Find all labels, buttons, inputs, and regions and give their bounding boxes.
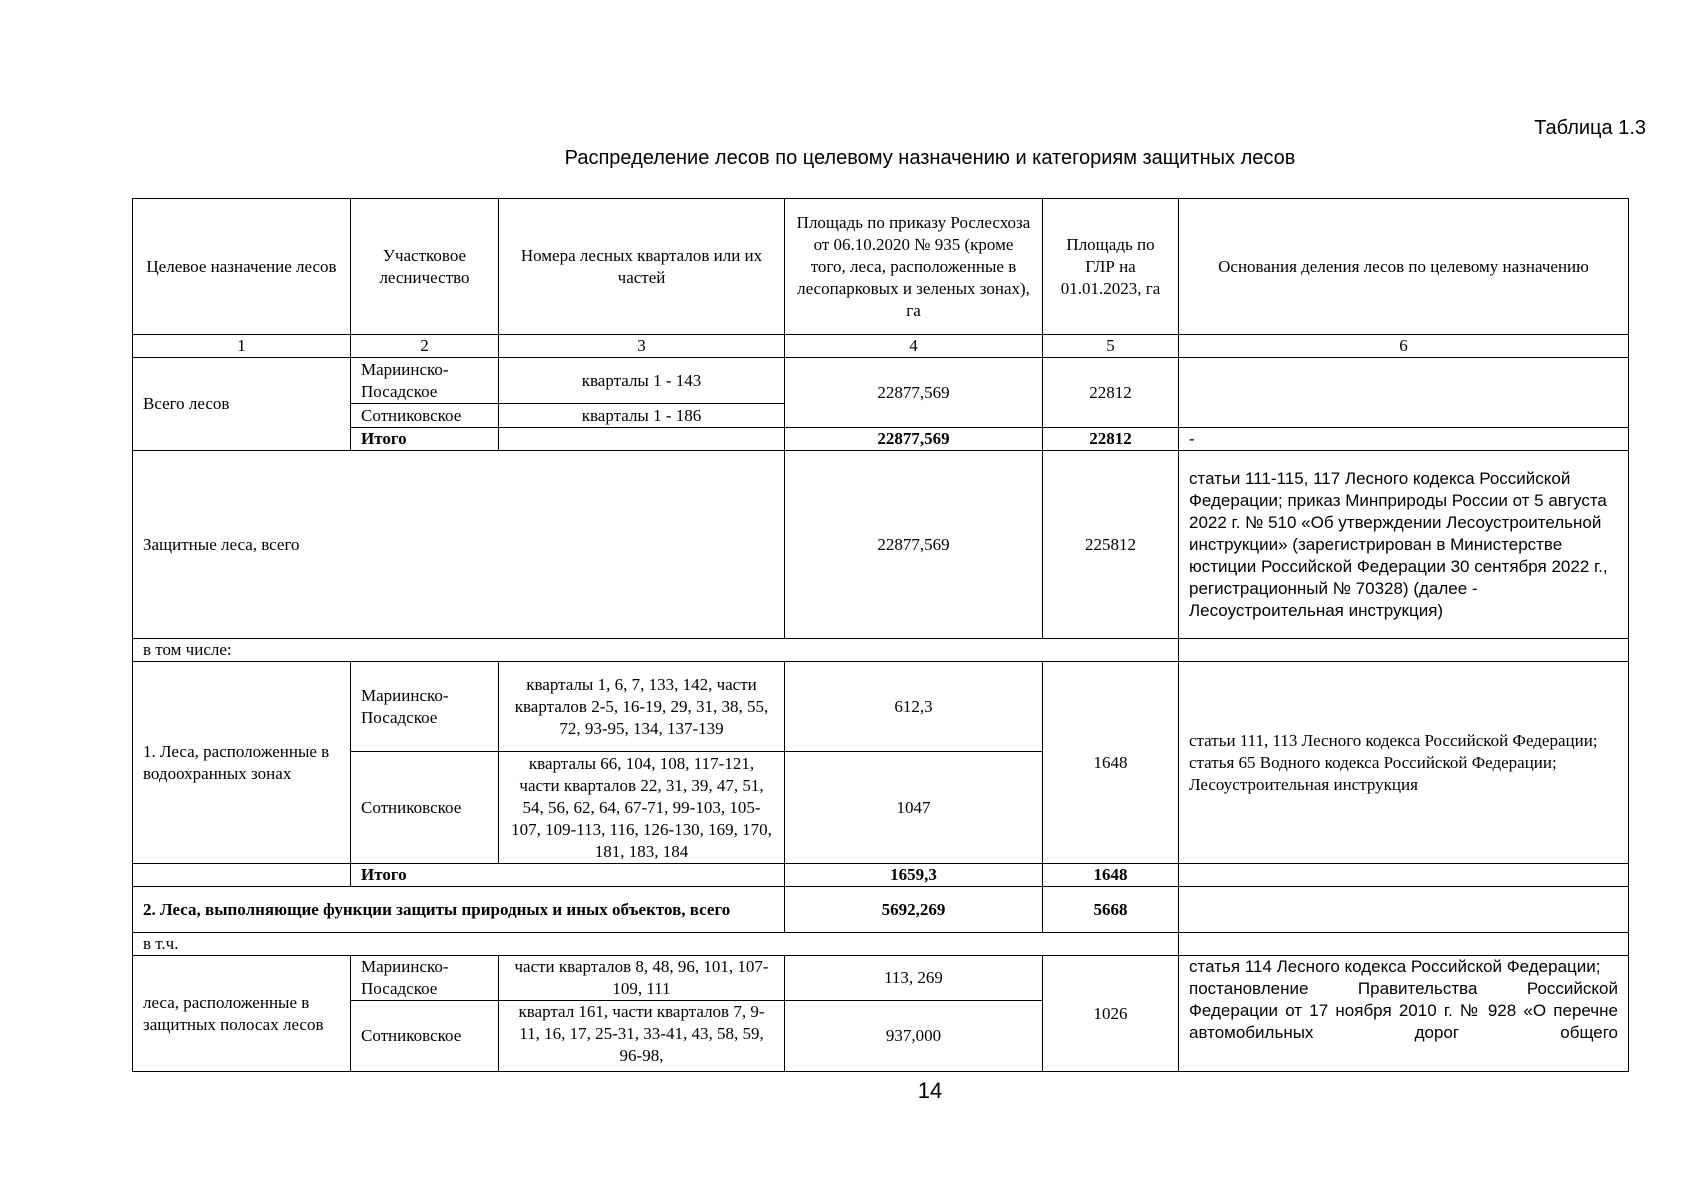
column-number: 3 [499, 335, 785, 358]
all-forests-label: Всего лесов [133, 358, 351, 451]
table-row [133, 451, 1629, 639]
forestry-name: Сотниковское [351, 752, 499, 864]
column-number: 4 [785, 335, 1043, 358]
total-area-glr: 1648 [1043, 864, 1179, 887]
header-purpose: Целевое назначение лесов [133, 199, 351, 335]
area-order-cell: 22877,569 [785, 358, 1043, 428]
quarters-cell: квартал 161, части кварталов 7, 9-11, 16, 17, 25-31, 33-41, 43, 58, 59, 96-98, [499, 1001, 785, 1072]
total-row [133, 864, 1629, 887]
basis-line: статья 114 Лесного кодекса Российской Федерации; [1189, 957, 1601, 976]
column-number: 2 [351, 335, 499, 358]
total-row [133, 428, 1629, 451]
area-order-cell: 1047 [785, 752, 1043, 864]
area-order-cell: 22877,569 [785, 451, 1043, 639]
header-row [133, 199, 1629, 335]
basis-cell [1179, 956, 1629, 1072]
area-glr-cell: 5668 [1043, 887, 1179, 933]
including-label: в том числе: [133, 639, 1179, 662]
table-caption: Таблица 1.3 [1534, 117, 1646, 139]
protect-objects-label: 2. Леса, выполняющие функции защиты природных и иных объектов, всего [133, 887, 785, 933]
empty-cell [1179, 639, 1629, 662]
total-label: Итого [351, 864, 785, 887]
area-order-cell: 5692,269 [785, 887, 1043, 933]
protective-forests-label: Защитные леса, всего [133, 451, 785, 639]
quarters-cell: кварталы 1 - 186 [499, 404, 785, 428]
water-protection-label: 1. Леса, расположенные в водоохранных зонах [133, 662, 351, 864]
empty-cell [133, 864, 351, 887]
forestry-name: Мариинско-Посадское [351, 358, 499, 404]
column-number-row [133, 335, 1629, 358]
column-number: 5 [1043, 335, 1179, 358]
forest-distribution-table [132, 198, 1629, 1072]
table-row [133, 662, 1629, 752]
page-title: Распределение лесов по целевому назначению и категориям защитных лесов [564, 147, 1296, 169]
column-number: 1 [133, 335, 351, 358]
area-glr-cell: 22812 [1043, 358, 1179, 428]
forestry-name: Мариинско-Посадское [351, 662, 499, 752]
area-order-cell: 612,3 [785, 662, 1043, 752]
empty-cell [1179, 864, 1629, 887]
header-area-glr: Площадь по ГЛР на 01.01.2023, га [1043, 199, 1179, 335]
column-number: 6 [1179, 335, 1629, 358]
total-area-order: 22877,569 [785, 428, 1043, 451]
area-glr-cell: 1648 [1043, 662, 1179, 864]
area-glr-cell: 1026 [1043, 956, 1179, 1072]
forestry-name: Сотниковское [351, 1001, 499, 1072]
table-row [133, 933, 1629, 956]
header-basis: Основания деления лесов по целевому назначению [1179, 199, 1629, 335]
area-order-cell: 937,000 [785, 1001, 1043, 1072]
table-row [133, 887, 1629, 933]
vtch-label: в т.ч. [133, 933, 1179, 956]
forestry-name: Мариинско-Посадское [351, 956, 499, 1001]
quarters-cell: кварталы 1 - 143 [499, 358, 785, 404]
quarters-cell: кварталы 1, 6, 7, 133, 142, части кварталов 2-5, 16-19, 29, 31, 38, 55, 72, 93-95, 134, 137-139 [499, 662, 785, 752]
page-number: 14 [917, 1078, 943, 1103]
quarters-cell: части кварталов 8, 48, 96, 101, 107-109, 111 [499, 956, 785, 1001]
forestry-name: Сотниковское [351, 404, 499, 428]
total-area-order: 1659,3 [785, 864, 1043, 887]
table-row [133, 358, 1629, 404]
protective-strips-label: леса, расположенные в защитных полосах лесов [133, 956, 351, 1072]
header-area-order: Площадь по приказу Рослесхоза от 06.10.2020 № 935 (кроме того, леса, расположенные в лесопарковых и зеленых зонах), га [785, 199, 1043, 335]
empty-cell [1179, 933, 1629, 956]
header-quarters: Номера лесных кварталов или их частей [499, 199, 785, 335]
table-row [133, 956, 1629, 1001]
basis-cell [1179, 358, 1629, 428]
basis-cell: - [1179, 428, 1629, 451]
basis-cell: статьи 111, 113 Лесного кодекса Российской Федерации; статья 65 Водного кодекса Российской Федерации; Лесоустроительная инструкция [1179, 662, 1629, 864]
basis-cell: статьи 111-115, 117 Лесного кодекса Российской Федерации; приказ Минприроды России от 5 августа 2022 г. № 510 «Об утверждении Лесоустроительной инструкции» (зарегистрирован в Министерстве юстиции Российской Федерации 30 сентября 2022 г., регистрационный № 70328) (далее - Лесоустроительная инструкция) [1179, 451, 1629, 639]
header-forestry: Участковое лесничество [351, 199, 499, 335]
area-order-cell: 113, 269 [785, 956, 1043, 1001]
total-label: Итого [351, 428, 499, 451]
basis-justified-text: постановление Правительства Российской Федерации от 17 ноября 2010 г. № 928 «О перечне автомобильных дорог общего [1189, 979, 1618, 1042]
empty-cell [1179, 887, 1629, 933]
area-glr-cell: 225812 [1043, 451, 1179, 639]
total-area-glr: 22812 [1043, 428, 1179, 451]
table-row [133, 639, 1629, 662]
empty-cell [499, 428, 785, 451]
quarters-cell: кварталы 66, 104, 108, 117-121, части кварталов 22, 31, 39, 47, 51, 54, 56, 62, 64, 67-71, 99-103, 105-107, 109-113, 116, 126-130, 169, 170, 181, 183, 184 [499, 752, 785, 864]
